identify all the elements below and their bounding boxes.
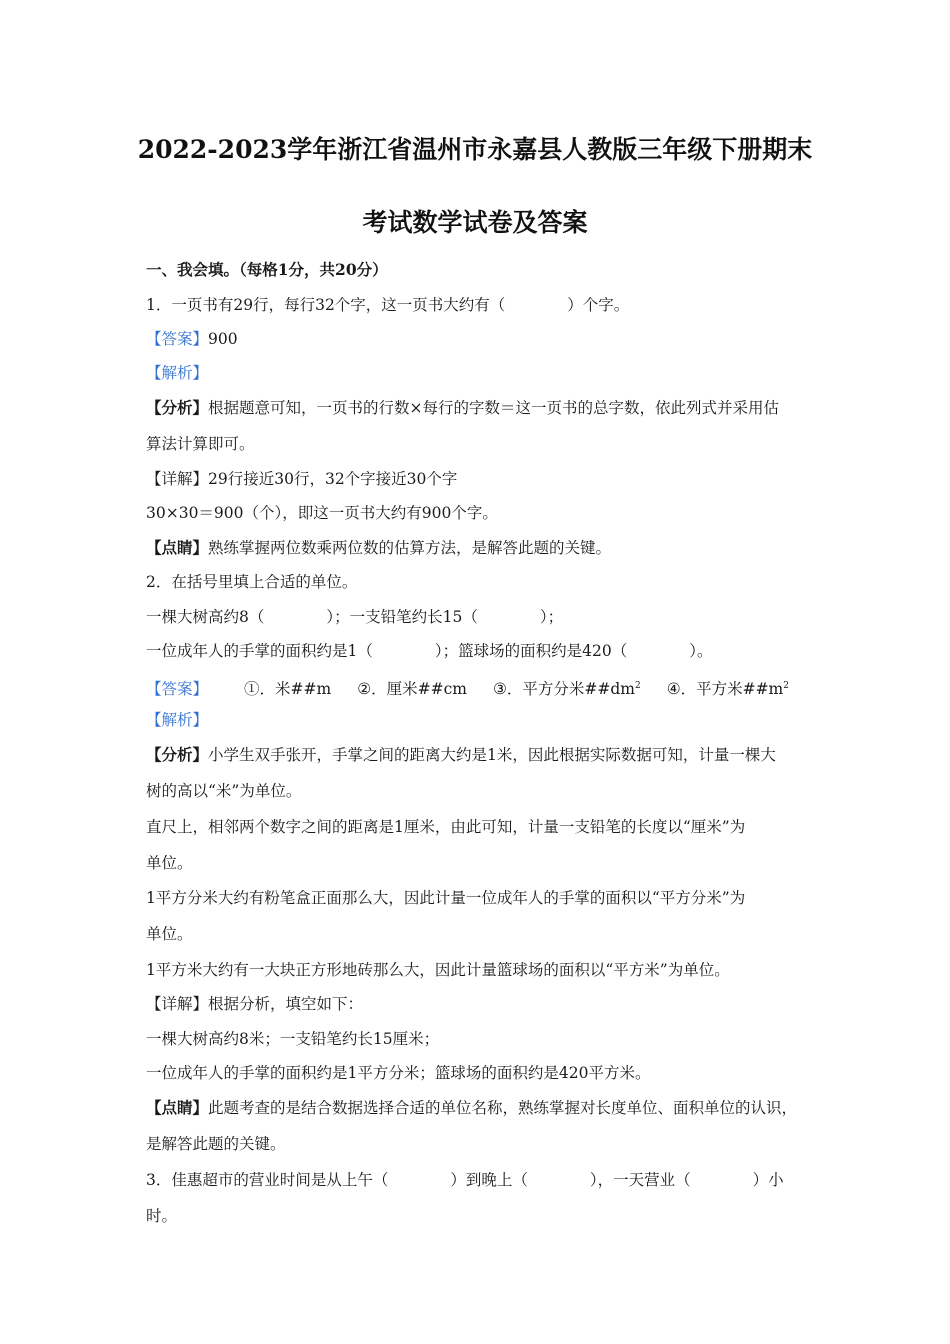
fenxi-tag: 【分析】: [146, 745, 209, 764]
q2-answer-3: ③．平方分米##dm: [492, 680, 635, 699]
document-title-line-1: 2022-2023学年浙江省温州市永嘉县人教版三年级下册期末: [137, 135, 813, 164]
q1-answer: [146, 329, 238, 349]
q2-answer-4: ④．平方米##m: [666, 680, 784, 699]
xiangjie-tag: 【详解】: [146, 995, 209, 1013]
q2-fenxi-line-2: 树的高以“米”为单位。: [146, 782, 302, 800]
q1-analysis-tag: 【解析】: [146, 364, 209, 382]
q2-fenxi-line-6: 单位。: [146, 925, 193, 943]
superscript-2: 2: [634, 681, 641, 691]
q1-dianjing-text: 熟练掌握两位数乘两位数的估算方法，是解答此题的关键。: [208, 539, 612, 557]
q2-fenxi-line-7: 1平方米大约有一大块正方形地砖那么大，因此计量篮球场的面积以“平方米”为单位。: [146, 961, 730, 979]
q2-xiangjie-line-3: 一位成年人的手掌的面积约是1平方分米；篮球场的面积约是420平方米。: [146, 1064, 651, 1082]
dianjing-tag: 【点睛】: [146, 538, 209, 557]
q1-xiangjie-line-1: [146, 469, 457, 489]
q2-answer-1: ①．米##m: [244, 680, 332, 699]
document-title-line-2: 考试数学试卷及答案: [362, 208, 588, 237]
q2-dianjing-line-1: [146, 1098, 797, 1118]
q2-xiangjie-line-2: 一棵大树高约8米；一支铅笔约长15厘米；: [146, 1030, 440, 1048]
q2-answer-2: ②．厘米##cm: [357, 680, 467, 699]
q1-fenxi-line-2: 算法计算即可。: [146, 435, 255, 453]
q2-answer: [146, 676, 789, 699]
q3-stem-line-1: 3．佳惠超市的营业时间是从上午（ ）到晚上（ ），一天营业（ ）小: [146, 1171, 784, 1189]
section-heading: 一、我会填。（每格1分，共20分）: [146, 260, 388, 279]
dianjing-tag: 【点睛】: [146, 1098, 209, 1117]
q2-fenxi-line-4: 单位。: [146, 854, 193, 872]
q3-stem-line-2: 时。: [146, 1207, 178, 1225]
q1-fenxi-text-1: 根据题意可知，一页书的行数×每行的字数＝这一页书的总字数，依此列式并采用估: [208, 399, 780, 417]
q2-fenxi-line-1: [146, 745, 776, 765]
q2-fenxi-text-1: 小学生双手张开，手掌之间的距离大约是1米，因此根据实际数据可知，计量一棵大: [208, 746, 776, 764]
answer-tag: 【答案】: [146, 330, 209, 348]
q2-xiangjie-text-1: 根据分析，填空如下：: [208, 995, 364, 1013]
q1-fenxi-line-1: [146, 398, 779, 418]
q1-xiangjie-line-2: 30×30＝900（个），即这一页书大约有900个字。: [146, 504, 498, 522]
q2-stem: 2．在括号里填上合适的单位。: [146, 573, 358, 591]
q2-fenxi-line-3: 直尺上，相邻两个数字之间的距离是1厘米，由此可知，计量一支铅笔的长度以“厘米”为: [146, 818, 746, 836]
q2-xiangjie-line-1: [146, 994, 363, 1014]
q2-analysis-tag: 【解析】: [146, 711, 209, 729]
q2-fenxi-line-5: 1平方分米大约有粉笔盒正面那么大，因此计量一位成年人的手掌的面积以“平方分米”为: [146, 889, 746, 907]
superscript-2: 2: [783, 681, 789, 691]
q2-dianjing-text-1: 此题考查的是结合数据选择合适的单位名称，熟练掌握对长度单位、面积单位的认识，: [208, 1099, 798, 1117]
fenxi-tag: 【分析】: [146, 398, 209, 417]
q2-line-a: 一棵大树高约8（ ）；一支铅笔约长15（ ）；: [146, 608, 564, 626]
q1-answer-value: 900: [208, 330, 238, 348]
q2-dianjing-line-2: 是解答此题的关键。: [146, 1135, 286, 1153]
q1-xiangjie-text-1: 29行接近30行，32个字接近30个字: [208, 470, 458, 488]
q2-line-b: 一位成年人的手掌的面积约是1（ ）；篮球场的面积约是420（ ）。: [146, 642, 713, 660]
answer-tag: 【答案】: [146, 680, 209, 699]
q1-stem: 1．一页书有29行，每行32个字，这一页书大约有（ ）个字。: [146, 296, 630, 314]
xiangjie-tag: 【详解】: [146, 470, 209, 488]
q1-dianjing: [146, 538, 611, 558]
